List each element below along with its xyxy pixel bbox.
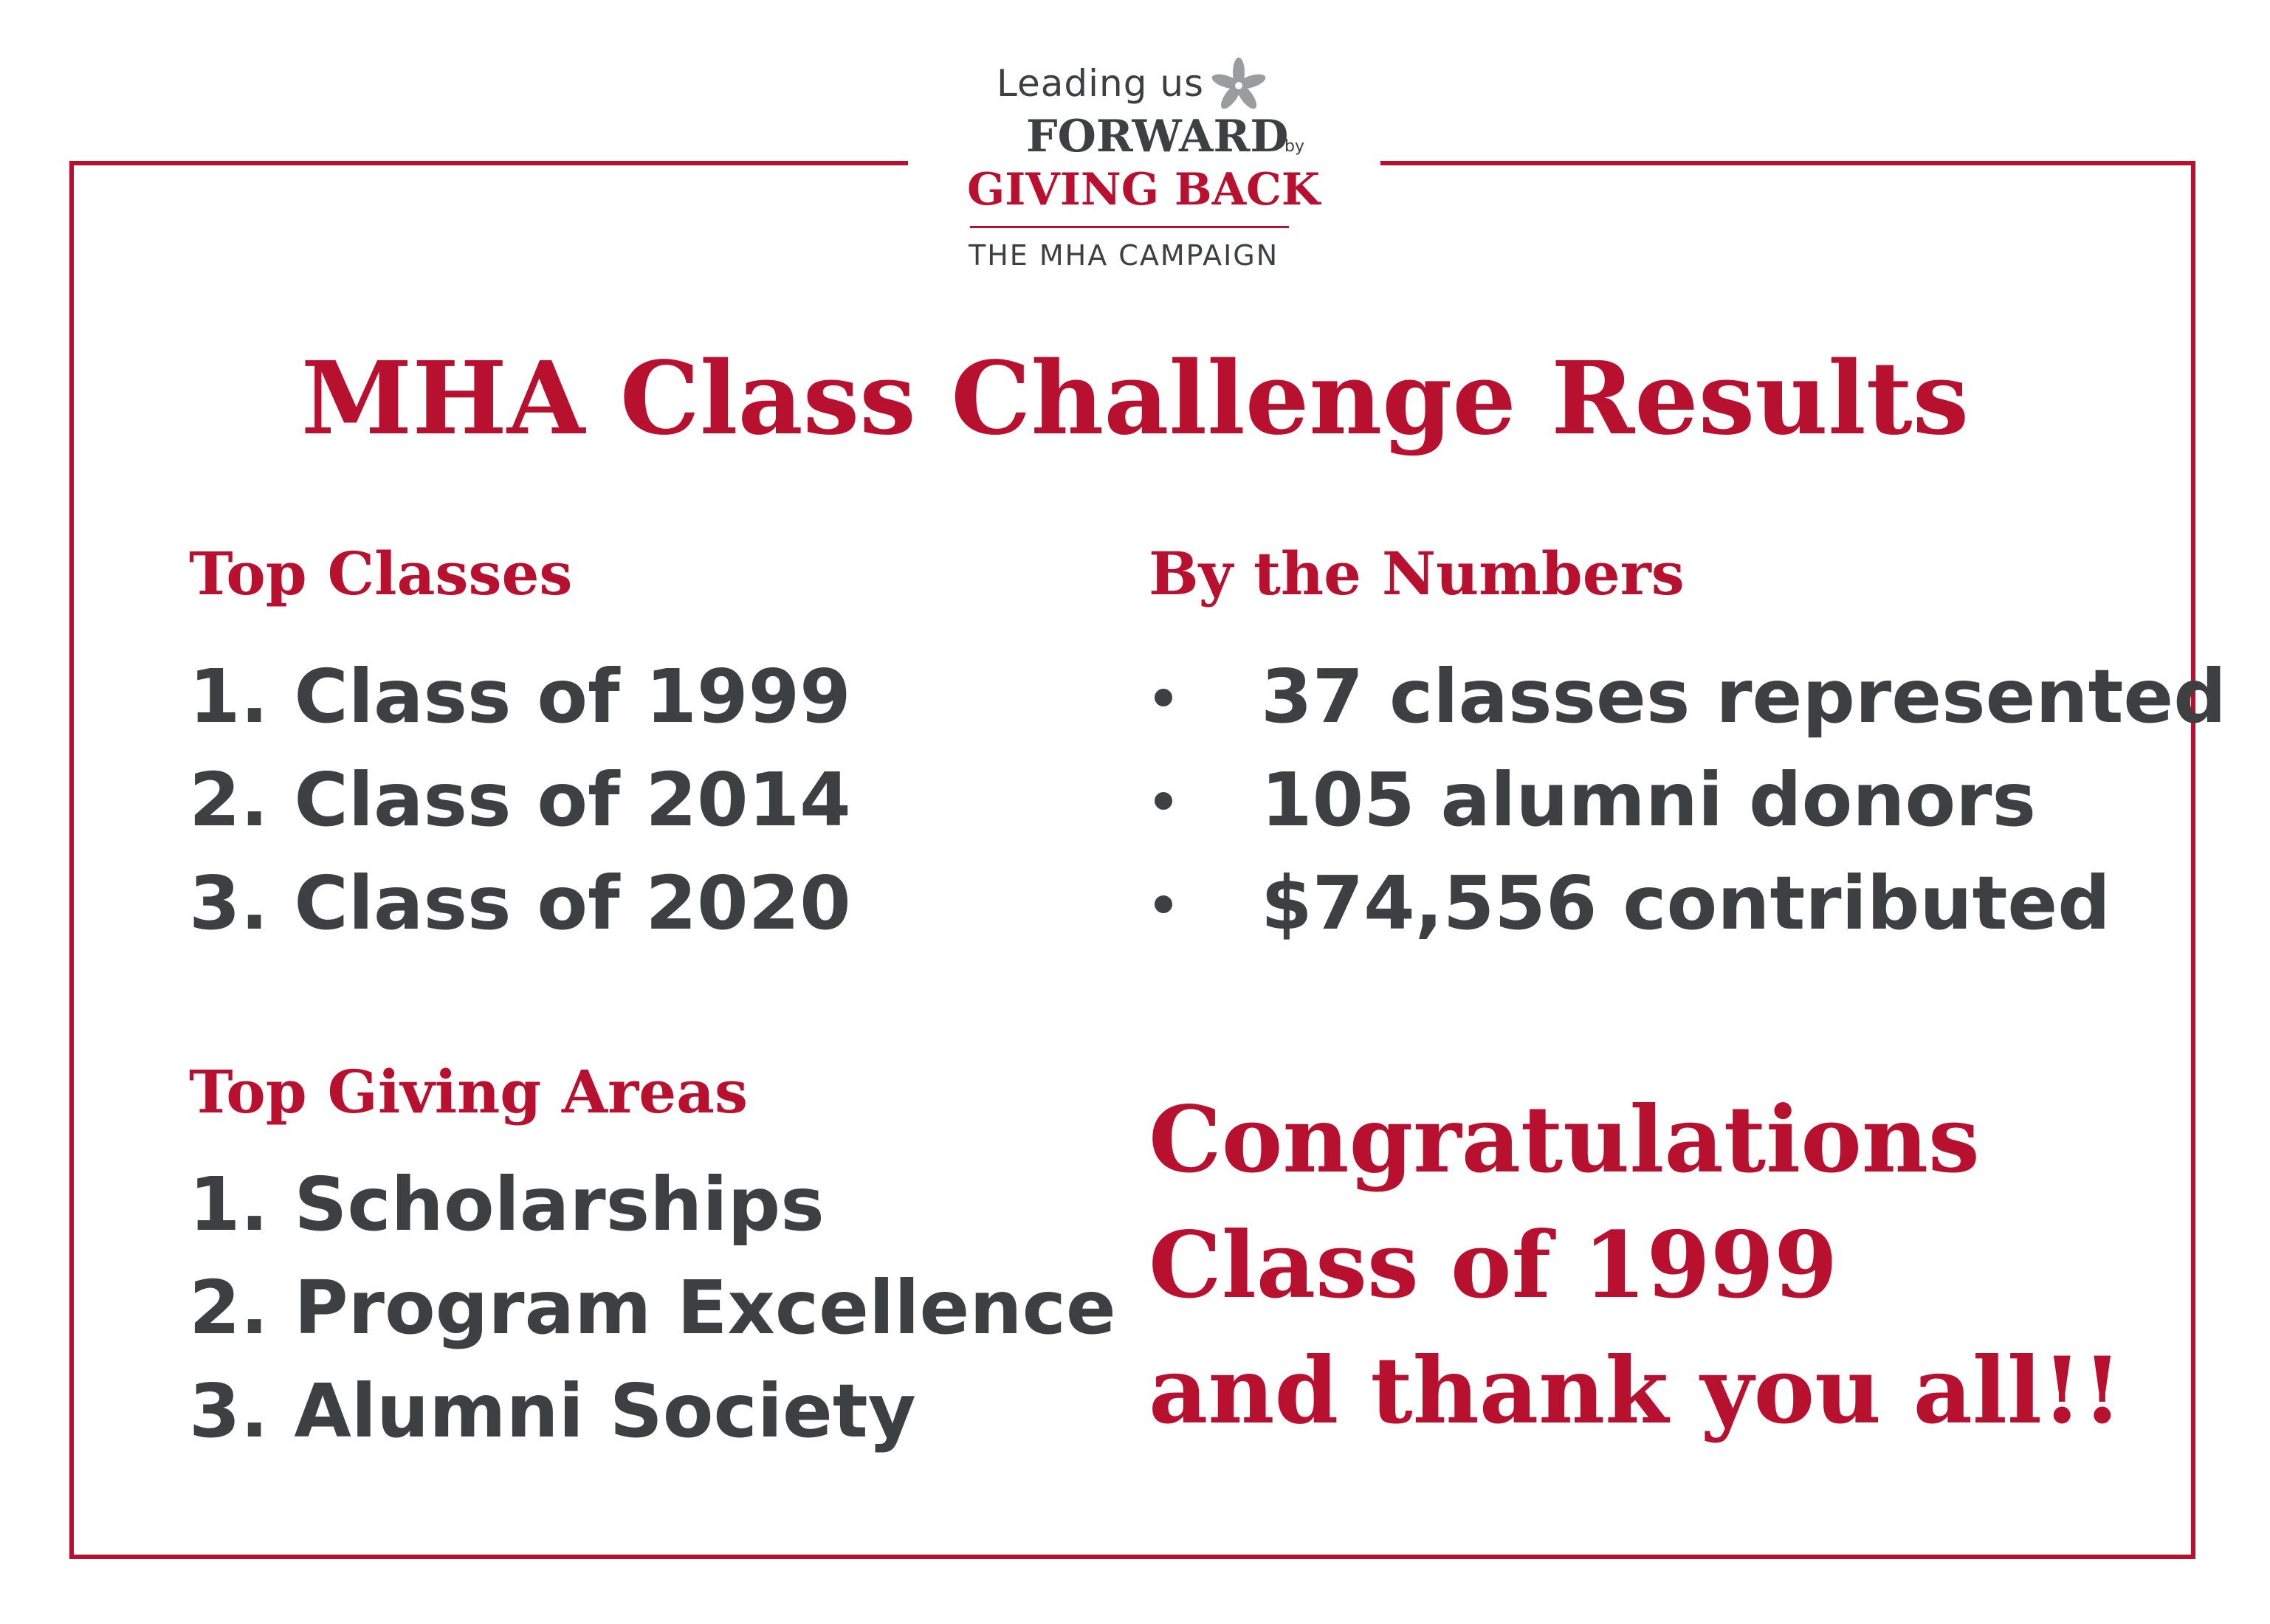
logo-divider: [970, 226, 1289, 228]
top-giving-areas-list: [189, 1153, 1116, 1463]
congratulations-message: [1149, 1078, 2122, 1454]
by-the-numbers-list: [1149, 645, 2226, 955]
bullet-icon: [1155, 792, 1172, 810]
list-item: 2. Class of 2014: [189, 757, 851, 843]
flower-icon: [1211, 58, 1267, 114]
page-title: MHA Class Challenge Results: [300, 340, 1970, 458]
list-item-text: $74,556 contributed: [1261, 860, 2111, 946]
top-classes-list: [189, 645, 851, 955]
logo-giving-back-text: GIVING BACK: [967, 164, 1321, 216]
bullet-icon: [1155, 895, 1172, 913]
congrats-line: and thank you all!!: [1149, 1338, 2122, 1445]
list-item-text: 105 alumni donors: [1261, 757, 2036, 843]
logo-by-text: by: [1284, 137, 1304, 156]
congrats-line: Class of 1999: [1149, 1212, 1838, 1319]
by-the-numbers-heading: By the Numbers: [1149, 539, 1685, 608]
logo-forward-text: FORWARD: [1026, 111, 1289, 162]
logo-campaign-text: THE MHA CAMPAIGN: [969, 239, 1279, 272]
bullet-icon: [1155, 689, 1172, 706]
congrats-line: Congratulations: [1149, 1087, 1980, 1194]
campaign-logo: [908, 52, 1380, 288]
list-item: 2. Program Excellence: [189, 1265, 1116, 1351]
list-item: [1149, 645, 2226, 749]
logo-leading-text: Leading us: [997, 62, 1205, 105]
top-classes-heading: Top Classes: [189, 539, 573, 608]
list-item: [1149, 749, 2226, 852]
top-giving-areas-heading: Top Giving Areas: [189, 1057, 749, 1126]
list-item: 3. Class of 2020: [189, 860, 851, 946]
list-item-text: 37 classes represented: [1261, 653, 2226, 740]
list-item: [1149, 852, 2226, 955]
list-item: 1. Scholarships: [189, 1161, 825, 1248]
list-item: 1. Class of 1999: [189, 653, 851, 740]
list-item: 3. Alumni Society: [189, 1368, 916, 1454]
